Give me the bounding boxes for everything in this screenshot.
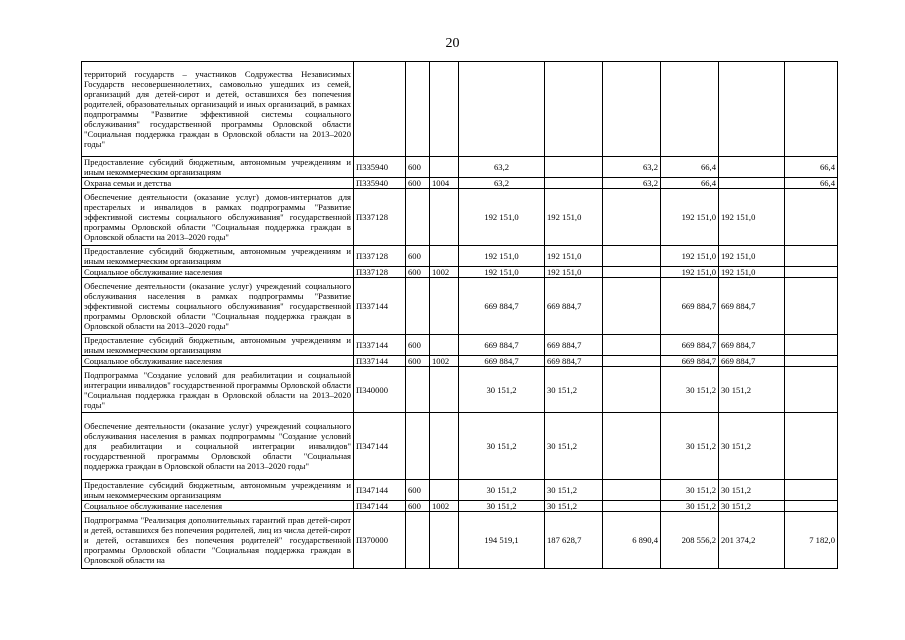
amount-2016-part-b — [785, 267, 838, 278]
amount-2015-total: 63,2 — [459, 178, 545, 189]
amount-2015-total: 30 151,2 — [459, 480, 545, 501]
amount-2016-part-b — [785, 367, 838, 413]
row-description: Предоставление субсидий бюджетным, автономным учреждениям и иным некоммерческим организациям — [82, 157, 354, 178]
section-subsection-code — [430, 367, 459, 413]
target-article-code: П337144 — [354, 278, 406, 335]
expense-type-code: 600 — [406, 335, 430, 356]
amount-2016-total: 192 151,0 — [661, 189, 719, 246]
table-row — [82, 335, 838, 356]
amount-2016-part-b — [785, 189, 838, 246]
section-subsection-code — [430, 246, 459, 267]
table-row — [82, 480, 838, 501]
amount-2016-part-a — [719, 157, 785, 178]
section-subsection-code — [430, 413, 459, 480]
amount-2015-part-b — [603, 501, 661, 512]
table-row — [82, 356, 838, 367]
target-article-code: П337128 — [354, 267, 406, 278]
table-row — [82, 178, 838, 189]
table-row — [82, 367, 838, 413]
amount-2016-part-b — [785, 413, 838, 480]
amount-2016-part-a: 192 151,0 — [719, 189, 785, 246]
expense-type-code — [406, 189, 430, 246]
expense-type-code: 600 — [406, 246, 430, 267]
amount-2015-part-b: 6 890,4 — [603, 512, 661, 569]
table-row — [82, 157, 838, 178]
target-article-code: П337144 — [354, 356, 406, 367]
amount-2015-part-a: 192 151,0 — [545, 246, 603, 267]
expense-type-code — [406, 512, 430, 569]
target-article-code — [354, 62, 406, 157]
amount-2016-part-b — [785, 480, 838, 501]
target-article-code: П337128 — [354, 189, 406, 246]
expense-type-code: 600 — [406, 178, 430, 189]
table-row — [82, 189, 838, 246]
amount-2015-part-a: 30 151,2 — [545, 367, 603, 413]
amount-2015-part-a: 192 151,0 — [545, 267, 603, 278]
section-subsection-code: 1002 — [430, 501, 459, 512]
amount-2016-part-a: 192 151,0 — [719, 267, 785, 278]
expense-type-code: 600 — [406, 267, 430, 278]
table-row — [82, 512, 838, 569]
amount-2015-part-b — [603, 278, 661, 335]
amount-2015-part-a: 30 151,2 — [545, 501, 603, 512]
amount-2015-total: 63,2 — [459, 157, 545, 178]
table-row — [82, 267, 838, 278]
budget-table — [81, 61, 838, 569]
section-subsection-code — [430, 62, 459, 157]
target-article-code: П337144 — [354, 335, 406, 356]
amount-2015-part-a: 187 628,7 — [545, 512, 603, 569]
table-row — [82, 501, 838, 512]
amount-2015-part-b — [603, 335, 661, 356]
amount-2016-total: 66,4 — [661, 178, 719, 189]
row-description: Обеспечение деятельности (оказание услуг) учреждений социального обслуживания населения в рамках подпрограммы "Развитие эффективной системы социального обслуживания" государственной программы Орловской области "Социальная поддержка граждан в Орловской области на 2013–2020 годы" — [82, 278, 354, 335]
row-description: Социальное обслуживание населения — [82, 356, 354, 367]
expense-type-code — [406, 413, 430, 480]
section-subsection-code: 1002 — [430, 356, 459, 367]
row-description: Социальное обслуживание населения — [82, 501, 354, 512]
amount-2015-part-a: 669 884,7 — [545, 278, 603, 335]
amount-2015-total: 192 151,0 — [459, 246, 545, 267]
amount-2016-part-b — [785, 278, 838, 335]
section-subsection-code — [430, 480, 459, 501]
amount-2016-part-b — [785, 62, 838, 157]
amount-2016-part-a — [719, 62, 785, 157]
amount-2015-part-b — [603, 189, 661, 246]
row-description: Обеспечение деятельности (оказание услуг) учреждений социального обслуживания населения в рамках подпрограммы "Создание условий для реабилитации и социальной интеграции инвалидов" государственной программы Орловской области "Социальная поддержка граждан в Орловской области на 2013–2020 годы" — [82, 413, 354, 480]
amount-2016-part-a: 30 151,2 — [719, 367, 785, 413]
amount-2016-total: 30 151,2 — [661, 480, 719, 501]
amount-2016-part-a: 669 884,7 — [719, 356, 785, 367]
expense-type-code: 600 — [406, 356, 430, 367]
page-number: 20 — [445, 36, 460, 51]
amount-2015-part-b — [603, 246, 661, 267]
amount-2016-part-b — [785, 356, 838, 367]
amount-2016-part-a: 669 884,7 — [719, 278, 785, 335]
amount-2015-total: 30 151,2 — [459, 501, 545, 512]
section-subsection-code: 1002 — [430, 267, 459, 278]
amount-2015-part-a — [545, 62, 603, 157]
expense-type-code: 600 — [406, 157, 430, 178]
amount-2016-part-a: 201 374,2 — [719, 512, 785, 569]
amount-2016-part-b — [785, 335, 838, 356]
expense-type-code — [406, 367, 430, 413]
section-subsection-code — [430, 157, 459, 178]
amount-2015-part-b: 63,2 — [603, 178, 661, 189]
amount-2015-total: 30 151,2 — [459, 413, 545, 480]
expense-type-code — [406, 278, 430, 335]
expense-type-code — [406, 62, 430, 157]
section-subsection-code — [430, 335, 459, 356]
expense-type-code: 600 — [406, 501, 430, 512]
amount-2016-part-a: 192 151,0 — [719, 246, 785, 267]
table-row — [82, 246, 838, 267]
amount-2016-total: 208 556,2 — [661, 512, 719, 569]
row-description: Социальное обслуживание населения — [82, 267, 354, 278]
target-article-code: П335940 — [354, 157, 406, 178]
amount-2015-part-a: 669 884,7 — [545, 356, 603, 367]
amount-2016-total: 669 884,7 — [661, 356, 719, 367]
amount-2015-part-b — [603, 367, 661, 413]
amount-2015-total: 30 151,2 — [459, 367, 545, 413]
amount-2016-part-a: 669 884,7 — [719, 335, 785, 356]
amount-2015-part-a: 192 151,0 — [545, 189, 603, 246]
amount-2016-part-a: 30 151,2 — [719, 480, 785, 501]
table-row — [82, 62, 838, 157]
amount-2016-total — [661, 62, 719, 157]
amount-2016-part-a — [719, 178, 785, 189]
row-description: Предоставление субсидий бюджетным, автономным учреждениям и иным некоммерческим организациям — [82, 480, 354, 501]
row-description: Подпрограмма "Реализация дополнительных гарантий прав детей-сирот и детей, оставшихся без попечения родителей, лиц из числа детей-сирот и детей, оставшихся без попечения родителей" государственной программы Орловской области "Социальная поддержка граждан в Орловской области на — [82, 512, 354, 569]
amount-2016-total: 192 151,0 — [661, 267, 719, 278]
amount-2016-total: 669 884,7 — [661, 278, 719, 335]
amount-2015-total: 192 151,0 — [459, 189, 545, 246]
target-article-code: П340000 — [354, 367, 406, 413]
amount-2015-part-b — [603, 267, 661, 278]
amount-2016-total: 30 151,2 — [661, 367, 719, 413]
amount-2015-part-b — [603, 413, 661, 480]
row-description: Предоставление субсидий бюджетным, автономным учреждениям и иным некоммерческим организациям — [82, 246, 354, 267]
amount-2016-part-b — [785, 501, 838, 512]
amount-2016-part-b — [785, 246, 838, 267]
amount-2015-total: 194 519,1 — [459, 512, 545, 569]
amount-2015-part-a: 30 151,2 — [545, 480, 603, 501]
amount-2015-total: 192 151,0 — [459, 267, 545, 278]
amount-2015-part-b: 63,2 — [603, 157, 661, 178]
amount-2016-total: 30 151,2 — [661, 413, 719, 480]
target-article-code: П337128 — [354, 246, 406, 267]
target-article-code: П347144 — [354, 413, 406, 480]
section-subsection-code — [430, 189, 459, 246]
amount-2015-part-a: 669 884,7 — [545, 335, 603, 356]
target-article-code: П347144 — [354, 480, 406, 501]
row-description: Подпрограмма "Создание условий для реабилитации и социальной интеграции инвалидов" государственной программы Орловской области "Социальная поддержка граждан в Орловской области на 2013–2020 годы" — [82, 367, 354, 413]
amount-2015-total: 669 884,7 — [459, 278, 545, 335]
row-description: территорий государств – участников Содружества Независимых Государств несовершеннолетних, самовольно ушедших из семей, организаций для детей-сирот и детей, оставшихся без попечения родителей, образовательных организаций и иных организаций, в рамках подпрограммы "Развитие эффективной системы социального обслуживания" государственной программы Орловской области "Социальная поддержка граждан в Орловской области на 2013–2020 годы" — [82, 62, 354, 157]
section-subsection-code: 1004 — [430, 178, 459, 189]
target-article-code: П347144 — [354, 501, 406, 512]
table-row — [82, 278, 838, 335]
target-article-code: П335940 — [354, 178, 406, 189]
table-row — [82, 413, 838, 480]
target-article-code: П370000 — [354, 512, 406, 569]
amount-2016-part-b: 66,4 — [785, 157, 838, 178]
row-description: Обеспечение деятельности (оказание услуг) домов-интернатов для престарелых и инвалидов в рамках подпрограммы "Развитие эффективной системы социального обслуживания" государственной программы Орловской области "Социальная поддержка граждан в Орловской области на 2013–2020 годы" — [82, 189, 354, 246]
amount-2016-part-a: 30 151,2 — [719, 501, 785, 512]
amount-2015-part-a: 30 151,2 — [545, 413, 603, 480]
section-subsection-code — [430, 512, 459, 569]
amount-2016-part-b: 7 182,0 — [785, 512, 838, 569]
amount-2015-part-b — [603, 356, 661, 367]
amount-2015-total: 669 884,7 — [459, 335, 545, 356]
amount-2015-part-a — [545, 157, 603, 178]
amount-2015-total: 669 884,7 — [459, 356, 545, 367]
amount-2015-part-a — [545, 178, 603, 189]
section-subsection-code — [430, 278, 459, 335]
amount-2015-total — [459, 62, 545, 157]
row-description: Охрана семьи и детства — [82, 178, 354, 189]
amount-2016-total: 669 884,7 — [661, 335, 719, 356]
amount-2016-part-a: 30 151,2 — [719, 413, 785, 480]
expense-type-code: 600 — [406, 480, 430, 501]
amount-2016-total: 30 151,2 — [661, 501, 719, 512]
amount-2016-total: 192 151,0 — [661, 246, 719, 267]
amount-2016-total: 66,4 — [661, 157, 719, 178]
amount-2015-part-b — [603, 62, 661, 157]
amount-2015-part-b — [603, 480, 661, 501]
amount-2016-part-b: 66,4 — [785, 178, 838, 189]
row-description: Предоставление субсидий бюджетным, автономным учреждениям и иным некоммерческим организациям — [82, 335, 354, 356]
